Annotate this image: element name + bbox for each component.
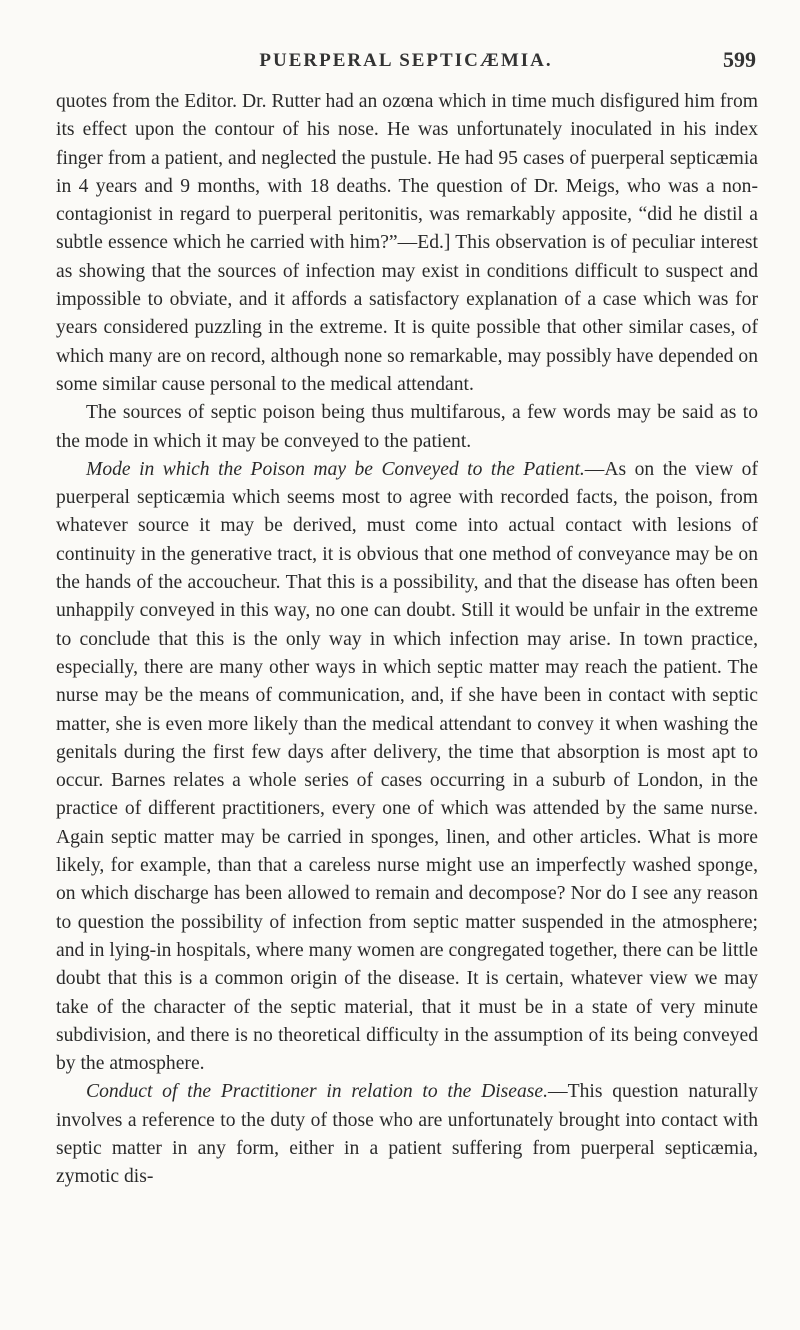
section-heading: Mode in which the Poison may be Conveyed to the Patient. <box>86 458 585 480</box>
paragraph: The sources of septic poison being thus multifarous, a few words may be said as to the mode in which it may be conveyed to the patient. <box>56 402 758 452</box>
body-text <box>56 88 758 1192</box>
section-heading: Conduct of the Practitioner in relation to the Disease. <box>86 1081 549 1103</box>
paragraph <box>56 456 758 1079</box>
running-head: PUERPERAL SEPTICÆMIA. <box>259 50 553 71</box>
page-number: 599 <box>723 47 756 72</box>
paragraph: quotes from the Editor. Dr. Rutter had an ozœna which in time much disfigured him from its effect upon the contour of his nose. He was unfortunately inoculated in his index finger from a patient, and neglected the pustule. He had 95 cases of puerperal septicæmia in 4 years and 9 months, with 18 deaths. The question of Dr. Meigs, who was a non-contagionist in regard to puerperal peritonitis, was remarkably apposite, “did he distil a subtle essence which he carried with him?”—Ed.] This observation is of peculiar interest as showing that the sources of infection may exist in conditions difficult to suspect and impossible to obviate, and it affords a satisfactory explanation of a case which was for years considered puzzling in the extreme. It is quite possible that other similar cases, of which many are on record, although none so remarkable, may possibly have depended on some similar cause personal to the medical attendant. <box>56 91 758 395</box>
page-header <box>56 47 756 80</box>
paragraph <box>56 1078 758 1191</box>
paragraph-text: —As on the view of puerperal septicæmia which seems most to agree with recorded facts, the poison, from whatever source it may be derived, must come into actual contact with lesions of continuity in the generative tract, it is obvious that one method of conveyance may be on the hands of the accoucheur. That this is a possibility, and that the disease has often been unhappily conveyed in this way, no one can doubt. Still it would be unfair in the extreme to conclude that this is the only way in which infection may arise. In town practice, especially, there are many other ways in which septic matter may reach the patient. The nurse may be the means of communication, and, if she have been in contact with septic matter, she is even more likely than the medical attendant to convey it when washing the genitals during the first few days after delivery, the time that absorption is most apt to occur. Barnes relates a whole series of cases occurring in a suburb of London, in the practice of different practitioners, every one of which was attended by the same nurse. Again septic matter may be carried in sponges, linen, and other articles. What is more likely, for example, than that a careless nurse might use an imperfectly washed sponge, on which discharge has been allowed to remain and decompose? Nor do I see any reason to question the possibility of infection from septic matter suspended in the atmosphere; and in lying-in hospitals, where many women are congregated together, there can be little doubt that this is a common origin of the disease. It is certain, whatever view we may take of the character of the septic material, that it must be in a state of very minute subdivision, and there is no theoretical difficulty in the assumption of its being conveyed by the atmosphere. <box>56 458 758 1075</box>
paragraph-text: —This question naturally involves a reference to the duty of those who are unfortunately brought into contact with septic matter in any form, either in a patient suffering from puerperal septicæmia, zymotic dis- <box>56 1081 758 1188</box>
